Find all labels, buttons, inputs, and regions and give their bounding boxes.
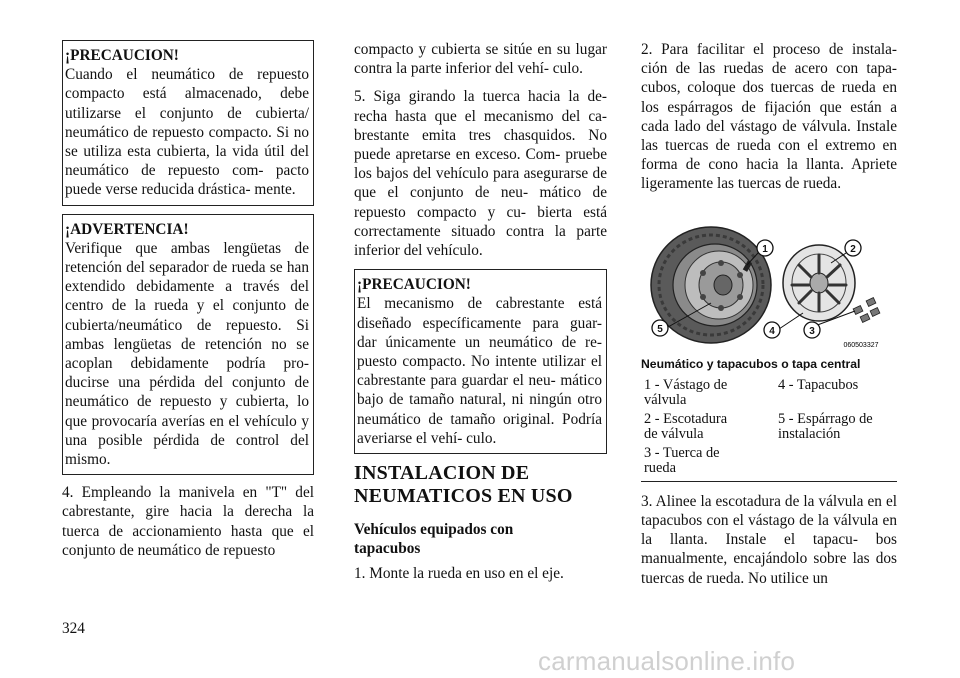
caution-box xyxy=(62,40,314,206)
callout-4: 4 xyxy=(769,325,775,337)
figure-code: 060503327 xyxy=(843,341,879,349)
legend-item-2 xyxy=(644,412,772,442)
legend-item-2-line-2: de válvula xyxy=(644,425,704,442)
step-4-continued: compacto y cubierta se sitúe en su lugar contra la parte inferior del vehí- culo. xyxy=(354,41,607,78)
subsection-title xyxy=(354,520,607,558)
legend-item-2-line-1: 2 - Escotadura xyxy=(644,410,728,427)
callout-3: 3 xyxy=(809,325,815,337)
callout-2: 2 xyxy=(850,243,856,255)
legend-item-3 xyxy=(644,446,772,476)
subsection-title-line-1: Vehículos equipados con xyxy=(354,521,514,539)
step-5-text: 5. Siga girando la tuerca hacia la de- recha hasta que el mecanismo del ca- brestante emita tres chasquidos. No puede apretarse en exceso. Com- pruebe los bajos del vehículo para asegurarse de que el conjunto de neu- mático de repuesto compacto y cu- bierta está correctamente situado contra la parte inferior del vehículo. xyxy=(354,88,607,260)
legend-item-3-line-2: rueda xyxy=(644,459,676,476)
legend-item-3-line-1: 3 - Tuerca de xyxy=(644,444,720,461)
wheel-hubcap-figure xyxy=(641,203,897,351)
callout-1: 1 xyxy=(762,243,768,255)
subsection-title-line-2: tapacubos xyxy=(354,540,421,558)
caution-text: Cuando el neumático de repuesto compacto está almacenado, debe utilizarse el conjunto de cubierta/ neumático de repuesto compacto. Si no se utiliza esta cubierta, la vida útil del neumático de repuesto com- pacto puede verse reducida drástica- mente. xyxy=(65,66,309,199)
section-title xyxy=(354,462,607,508)
legend-spacer xyxy=(778,446,903,476)
caution-text-winch: El mecanismo de cabrestante está diseñado específicamente para guar- dar únicamente un neumático de re- puesto compacto. No intente utilizar el cabrestante para guardar el neu- mático bajo de tamaño natural, ni ningún otro neumático de tamaño original. Podría averiarse el vehí- culo. xyxy=(357,295,602,447)
wheel-hubcap-illustration xyxy=(641,203,897,351)
warning-text: Verifique que ambas lengüetas de retención del separador de rueda se han extendido debidamente a través del centro de la rueda y el conjunto de cubierta/neumático de repuesto. Si ambas lengüetas de retención no se acoplan debidamente podría pro- ducirse una pérdida del conjunto de neumático de repuesto y cubierta, lo que provocaría averías en el vehículo y una posible pérdida de control del mismo. xyxy=(65,239,309,469)
callout-5: 5 xyxy=(657,323,663,335)
column-middle xyxy=(354,40,607,592)
column-right xyxy=(641,40,897,597)
legend-item-1-line-2: válvula xyxy=(644,391,687,408)
step-1-text: 1. Monte la rueda en uso en el eje. xyxy=(354,565,564,583)
legend-item-1-line-1: 1 - Vástago de xyxy=(644,376,728,393)
caution-title-winch: ¡PRECAUCION! xyxy=(357,276,471,294)
section-title-line-1: INSTALACION DE xyxy=(354,462,530,485)
figure-legend xyxy=(641,378,897,482)
figure-caption: Neumático y tapacubos o tapa central xyxy=(641,356,861,371)
warning-box xyxy=(62,214,314,476)
watermark: carmanualsonline.info xyxy=(538,646,796,676)
legend-item-5 xyxy=(778,412,903,442)
column-left xyxy=(62,40,314,569)
legend-item-5-line-2: instalación xyxy=(778,425,841,442)
page-number: 324 xyxy=(62,620,85,637)
step-3-text: 3. Alinee la escotadura de la válvula en el tapacubos con el vástago de la válvula en la llanta. Instale el tapacu- bos manualmente, encajándolo sobre las dos tuercas de rueda. No utilice un xyxy=(641,492,897,587)
legend-item-1 xyxy=(644,378,772,408)
caution-box-winch xyxy=(354,269,607,454)
caution-title: ¡PRECAUCION! xyxy=(65,47,179,64)
warning-title: ¡ADVERTENCIA! xyxy=(65,220,189,238)
step-2-text: 2. Para facilitar el proceso de instala- ción de las ruedas de acero con tapa- cubos, coloque dos tuercas de rueda en los espárragos de fijación que están a cada lado del vástago de válvula. Instale las tuercas de rueda con el extremo en forma de cono hacia la llanta. Apriete ligeramente las tuercas de rueda. xyxy=(641,41,897,193)
step-4-text: 4. Empleando la manivela en "T" del cabrestante, gire hacia la derecha la tuerca de accionamiento hasta que el conjunto de neumático de repuesto xyxy=(62,484,314,559)
section-title-line-2: NEUMATICOS EN USO xyxy=(354,485,573,508)
legend-item-4: 4 - Tapacubos xyxy=(778,376,859,393)
legend-item-5-line-1: 5 - Espárrago de xyxy=(778,410,873,427)
